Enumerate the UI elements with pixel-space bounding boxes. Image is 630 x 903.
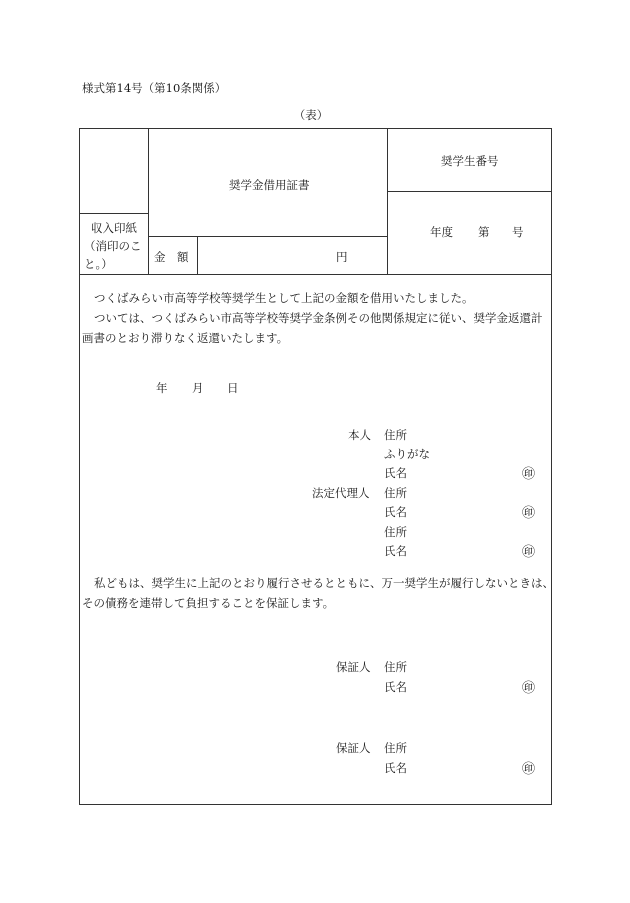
divider-student-number [387,191,552,192]
borrow-statement: つくばみらい市高等学校等奨学生として上記の金額を借用いたしました。 [94,291,474,305]
rep1-name-label: 氏名 [384,505,407,519]
document-title: 奨学金借用証書 [229,178,310,192]
number-prefix-label: 第 [478,225,490,239]
rep2-address-label: 住所 [384,525,407,539]
legal-rep-label: 法定代理人 [312,486,370,500]
self-name-label: 氏名 [384,466,407,480]
guarantor1-address-label: 住所 [384,660,407,674]
guarantor2-address-label: 住所 [384,741,407,755]
seal-mark-guarantor1: ㊞ [522,681,536,696]
date-day: 日 [227,381,239,395]
divider-right-col [387,128,388,275]
guarantee-statement-line-1: 私どもは、奨学生に上記のとおり履行させるとともに、万一奨学生が履行しないときは、 [94,576,554,590]
seal-mark-guarantor2: ㊞ [522,762,536,777]
guarantee-statement-line-2: その債務を連帯して負担することを保証します。 [82,596,335,610]
number-suffix-label: 号 [512,225,524,239]
stamp-label-line-2: （消印のこ [84,239,142,253]
guarantor2-name-label: 氏名 [384,761,407,775]
date-year: 年 [156,381,168,395]
self-address-label: 住所 [384,428,407,442]
year-label: 年度 [430,225,453,239]
divider-stamp-top [79,213,148,214]
stamp-label-line-1: 収入印紙 [91,221,137,235]
guarantor1-name-label: 氏名 [384,680,407,694]
revenue-stamp-area [80,219,148,273]
self-label: 本人 [348,428,371,442]
rep1-address-label: 住所 [384,486,407,500]
side-label-text: （表） [293,108,329,122]
date-month: 月 [192,381,204,395]
rep2-name-label: 氏名 [384,544,407,558]
side-label [0,107,630,123]
amount-label-1: 金 [154,250,166,264]
self-furigana-label: ふりがな [384,447,430,461]
divider-stamp-col [148,128,149,275]
stamp-label-line-3: と。） [84,257,113,271]
seal-mark-self: ㊞ [522,467,536,482]
guarantor2-label: 保証人 [336,741,371,755]
student-number-label: 奨学生番号 [441,154,499,168]
repay-statement-line-1: ついては、つくばみらい市高等学校等奨学金条例その他関係規定に従い、奨学金返還計 [94,311,543,325]
divider-amount-row [148,236,387,237]
yen-label: 円 [336,250,348,264]
seal-mark-rep2: ㊞ [522,545,536,560]
amount-label-2: 額 [177,250,189,264]
repay-statement-line-2: 画書のとおり滞りなく返還いたします。 [82,331,289,345]
form-number: 様式第14号（第10条関係） [82,81,227,95]
divider-amount-label [197,236,198,275]
guarantor1-label: 保証人 [336,660,371,674]
seal-mark-rep1: ㊞ [522,506,536,521]
divider-header-bottom [79,274,552,275]
